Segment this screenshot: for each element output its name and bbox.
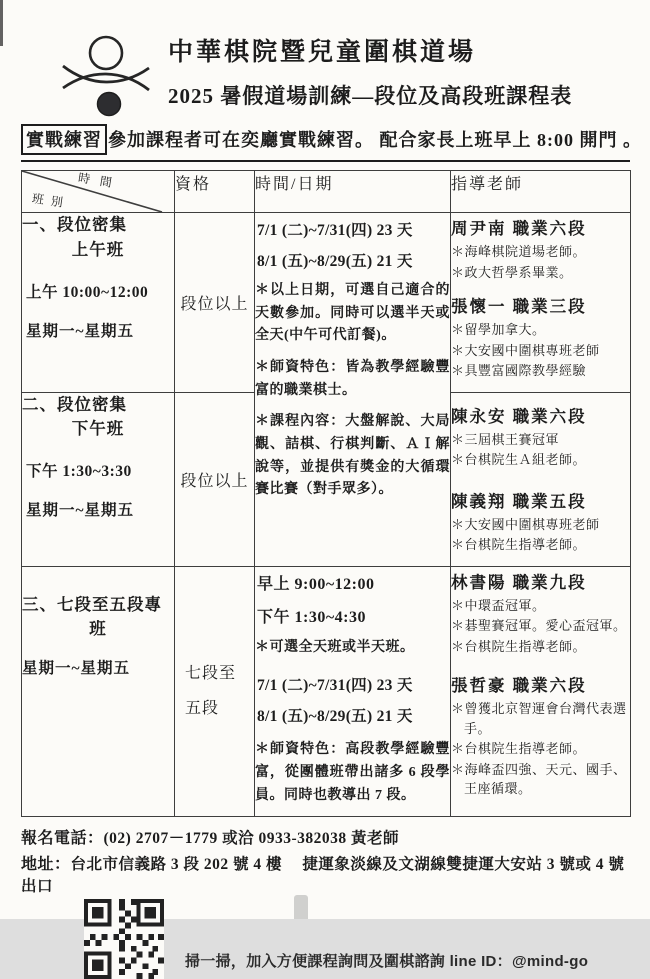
qualification-cell: 段位以上	[175, 392, 255, 566]
qr-row	[21, 899, 632, 979]
schedule-note: ＊以上日期，可選自己適合的天數參加。同時可以選半天或全天(中午可代訂餐)。	[255, 283, 450, 344]
instructor-name: 張懷一 職業三段	[451, 297, 587, 316]
address-label: 地址：	[21, 856, 71, 874]
column-header-schedule: 時間/日期	[255, 171, 451, 213]
instructor-note: ＊海峰盃四強、天元、國手、王座循環。	[451, 761, 627, 796]
address-value: 台北市信義路 3 段 202 號 4 樓 捷運象淡線及文湖線雙捷運大安站 3 號或 4 號出口	[21, 856, 625, 896]
corner-header-cell	[22, 171, 175, 213]
instructor-note: ＊大安國中圍棋專班老師	[451, 342, 600, 358]
instructor-note: ＊曾獲北京智運會台灣代表選手。	[451, 701, 627, 736]
table-row	[22, 213, 631, 393]
instructor-note: ＊具豐富國際教學經驗	[451, 363, 587, 378]
schedule-note: ＊師資特色：皆為教學經驗豐富的職業棋士。	[255, 360, 450, 398]
practice-notice	[21, 124, 642, 162]
instructor-note: ＊碁聖賽冠軍。愛心盃冠軍。	[451, 618, 627, 633]
instructor-block	[451, 569, 630, 657]
header	[0, 0, 650, 118]
class-title-line2: 班	[89, 619, 107, 639]
class-title-line1: 三、七段至五段專	[22, 594, 162, 614]
instructor-name: 張哲豪 職業六段	[451, 676, 587, 695]
class-days: 星期一~星期五	[26, 502, 135, 519]
qr-code	[83, 899, 165, 979]
schedule-date: 8/1 (五)~8/29(五) 21 天	[257, 708, 413, 726]
schedule-date: 8/1 (五)~8/29(五) 21 天	[257, 253, 413, 270]
instructor-note: ＊政大哲學系畢業。	[451, 264, 573, 280]
class-days: 星期一~星期五	[22, 660, 131, 677]
title-block	[168, 30, 572, 110]
page-title: 中華棋院暨兒童圍棋道場	[168, 39, 477, 66]
instructor-name: 周尹南 職業六段	[451, 219, 587, 238]
line-id-text: 掃一掃，加入方便課程詢問及圍棋諮詢 line ID：@mind-go	[185, 953, 589, 971]
phone-line	[21, 825, 632, 848]
class-title	[22, 593, 174, 643]
instructor-note: ＊台棋院生Ａ組老師。	[451, 452, 587, 467]
class-time: 下午 1:30~3:30	[26, 463, 132, 480]
scan-artifact-left	[0, 0, 3, 46]
class-title	[22, 393, 174, 443]
instructor-note: ＊海峰棋院道場老師。	[451, 244, 587, 259]
instructor-block	[451, 672, 630, 799]
corner-time-label: 時間	[77, 170, 123, 192]
instructor-note: ＊大安國中圍棋專班老師	[451, 516, 600, 532]
instructor-name: 林書陽 職業九段	[451, 572, 587, 592]
instructor-note: ＊中環盃冠軍。	[451, 597, 546, 613]
qualification-cell	[175, 566, 255, 817]
instructor-note: ＊台棋院生指導老師。	[451, 537, 587, 552]
corner-class-label: 班別	[31, 191, 71, 211]
schedule-note: ＊可選全天班或半天班。	[255, 639, 415, 655]
schedule-cell-row-3	[255, 566, 451, 817]
instructor-block	[451, 293, 630, 381]
instructor-block	[451, 403, 630, 470]
class-title-line2: 上午班	[71, 239, 125, 259]
class-cell-high-dan	[22, 566, 175, 817]
schedule-note: ＊課程內容：大盤解說、大局觀、詰棋、行棋判斷、ＡＩ解說等，並提供有獎金的大循環賽比賽（對手眾多）。	[255, 414, 450, 498]
column-header-qualification: 資格	[175, 171, 255, 213]
class-title-line1: 一、段位密集	[22, 215, 127, 234]
qualification-line1: 七段至	[185, 665, 237, 683]
column-header-instructor: 指導老師	[451, 171, 631, 213]
instructor-name: 陳義翔 職業五段	[451, 491, 587, 511]
schedule-date: 7/1 (二)~7/31(四) 23 天	[257, 222, 413, 239]
instructor-cell	[451, 566, 631, 817]
class-cell-morning	[22, 213, 175, 393]
class-cell-afternoon	[22, 392, 175, 566]
class-days: 星期一~星期五	[26, 322, 135, 340]
instructor-note: ＊台棋院生指導老師。	[451, 741, 587, 756]
qualification-cell: 段位以上	[175, 213, 255, 393]
instructor-note: ＊留學加拿大。	[451, 322, 546, 337]
phone-value: (02) 2707－1779 或洽 0933-382038 黃老師	[103, 830, 400, 848]
instructor-cell	[451, 213, 631, 393]
schedule-cell-rows-1-2	[255, 213, 451, 567]
instructor-name: 陳永安 職業六段	[451, 406, 587, 426]
footer	[21, 825, 632, 979]
schedule-note: ＊師資特色：高段教學經驗豐富，從團體班帶出諸多 6 段學員。同時也教導出 7 段。	[255, 742, 450, 803]
schedule-time: 下午 1:30~4:30	[257, 608, 366, 626]
instructor-block	[451, 215, 630, 282]
qualification-line2: 五段	[185, 700, 220, 718]
practice-badge: 實戰練習	[21, 124, 107, 155]
practice-notice-text: 參加課程者可在奕廳實戰練習。 配合家長上班早上 8:00 開門 。	[108, 130, 642, 150]
course-schedule-table	[21, 170, 631, 817]
instructor-cell	[451, 392, 631, 566]
class-time: 上午 10:00~12:00	[26, 283, 149, 301]
page-subtitle: 2025 暑假道場訓練—段位及高段班課程表	[168, 84, 573, 108]
class-title-line2: 下午班	[71, 419, 125, 439]
table-row	[22, 566, 631, 817]
class-title	[22, 213, 174, 263]
address-line	[21, 851, 632, 896]
instructor-note: ＊台棋院生指導老師。	[451, 638, 587, 654]
class-title-line1: 二、段位密集	[22, 394, 127, 414]
table-header-row	[22, 171, 631, 213]
schedule-time: 早上 9:00~12:00	[257, 575, 375, 593]
schedule-date: 7/1 (二)~7/31(四) 23 天	[257, 677, 413, 695]
phone-label: 報名電話：	[21, 830, 104, 848]
scan-artifact-bottom	[294, 895, 308, 919]
instructor-block	[451, 488, 630, 555]
go-academy-logo-icon	[60, 30, 152, 118]
instructor-note: ＊三屆棋王賽冠軍	[451, 431, 560, 447]
